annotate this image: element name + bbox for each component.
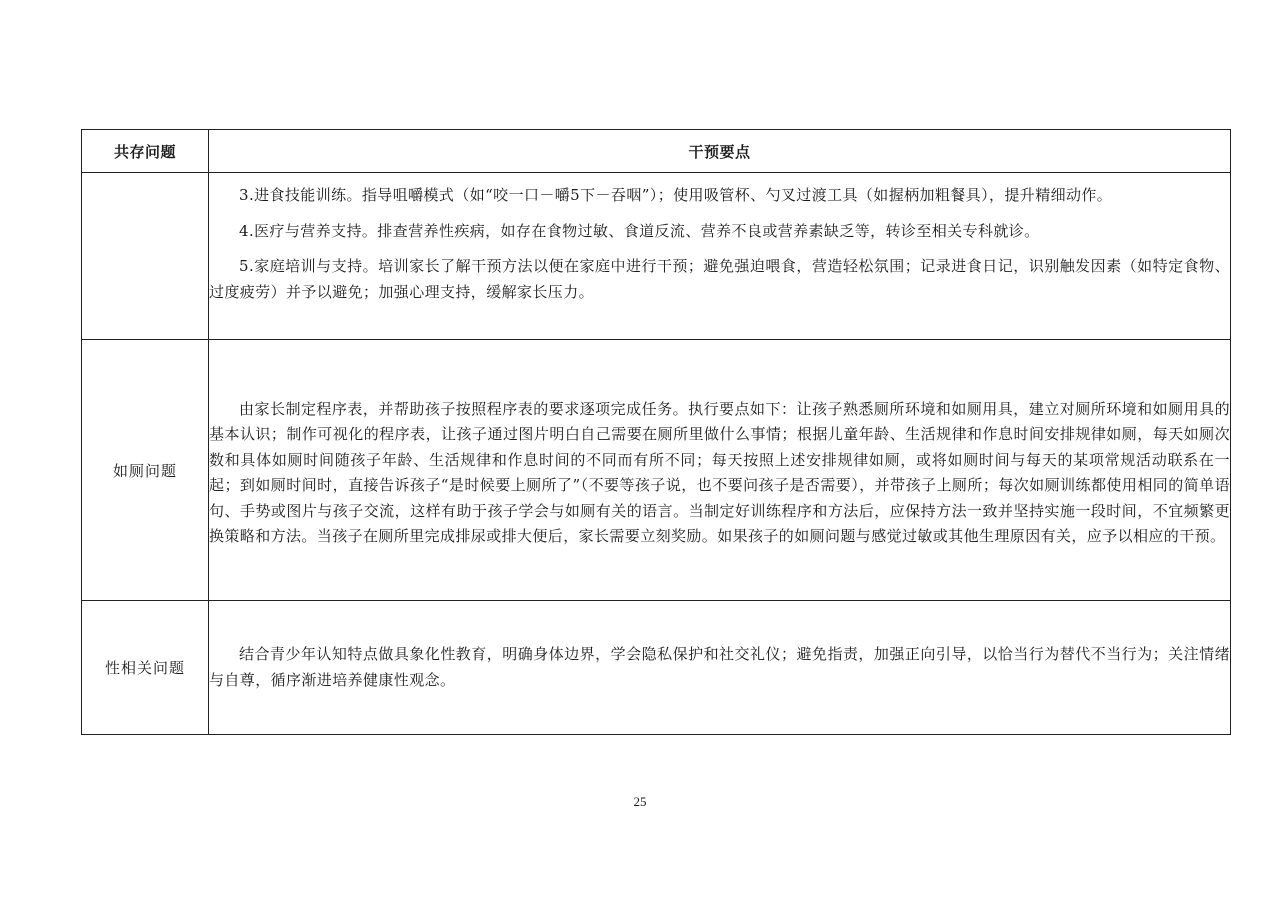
row-content bbox=[209, 601, 1231, 735]
header-intervention-points: 干预要点 bbox=[209, 130, 1231, 173]
row-label-sexuality: 性相关问题 bbox=[82, 601, 209, 735]
paragraph: 由家长制定程序表，并帮助孩子按照程序表的要求逐项完成任务。执行要点如下：让孩子熟悉厕所环境和如厕用具，建立对厕所环境和如厕用具的基本认识；制作可视化的程序表，让孩子通过图片明白自己需要在厕所里做什么事情；根据儿童年龄、生活规律和作息时间安排规律如厕，每天如厕次数和具体如厕时间随孩子年龄、生活规律和作息时间的不同而有所不同；每天按照上述安排规律如厕，或将如厕时间与每天的某项常规活动联系在一起；到如厕时间时，直接告诉孩子“是时候要上厕所了”（不要等孩子说，也不要问孩子是否需要），并带孩子上厕所；每次如厕训练都使用相同的简单语句、手势或图片与孩子交流，这样有助于孩子学会与如厕有关的语言。当制定好训练程序和方法后，应保持方法一致并坚持实施一段时间，不宜频繁更换策略和方法。当孩子在厕所里完成排尿或排大便后，家长需要立刻奖励。如果孩子的如厕问题与感觉过敏或其他生理原因有关，应予以相应的干预。 bbox=[209, 399, 1230, 545]
row-label bbox=[82, 173, 209, 340]
paragraph: 结合青少年认知特点做具象化性教育，明确身体边界，学会隐私保护和社交礼仪；避免指责，加强正向引导，以恰当行为替代不当行为；关注情绪与自尊，循序渐进培养健康性观念。 bbox=[209, 645, 1230, 689]
intervention-table bbox=[81, 129, 1231, 735]
row-content bbox=[209, 173, 1231, 340]
table-header-row bbox=[82, 130, 1231, 173]
row-content bbox=[209, 340, 1231, 601]
page-number: 25 bbox=[633, 794, 647, 809]
paragraph: 3.进食技能训练。指导咀嚼模式（如“咬一口－嚼5下－吞咽”）；使用吸管杯、勺叉过渡工具（如握柄加粗餐具），提升精细动作。 bbox=[239, 186, 1113, 204]
table-row bbox=[82, 340, 1231, 601]
header-coexisting-problem: 共存问题 bbox=[82, 130, 209, 173]
paragraph: 4.医疗与营养支持。排查营养性疾病，如存在食物过敏、食道反流、营养不良或营养素缺乏等，转诊至相关专科就诊。 bbox=[239, 221, 1040, 240]
table-row bbox=[82, 173, 1231, 340]
paragraph: 5.家庭培训与支持。培训家长了解干预方法以便在家庭中进行干预；避免强迫喂食，营造轻松氛围；记录进食日记，识别触发因素（如特定食物、过度疲劳）并予以避免；加强心理支持，缓解家长压力。 bbox=[209, 257, 1230, 301]
table-row bbox=[82, 601, 1231, 735]
row-label-toileting: 如厕问题 bbox=[82, 340, 209, 601]
